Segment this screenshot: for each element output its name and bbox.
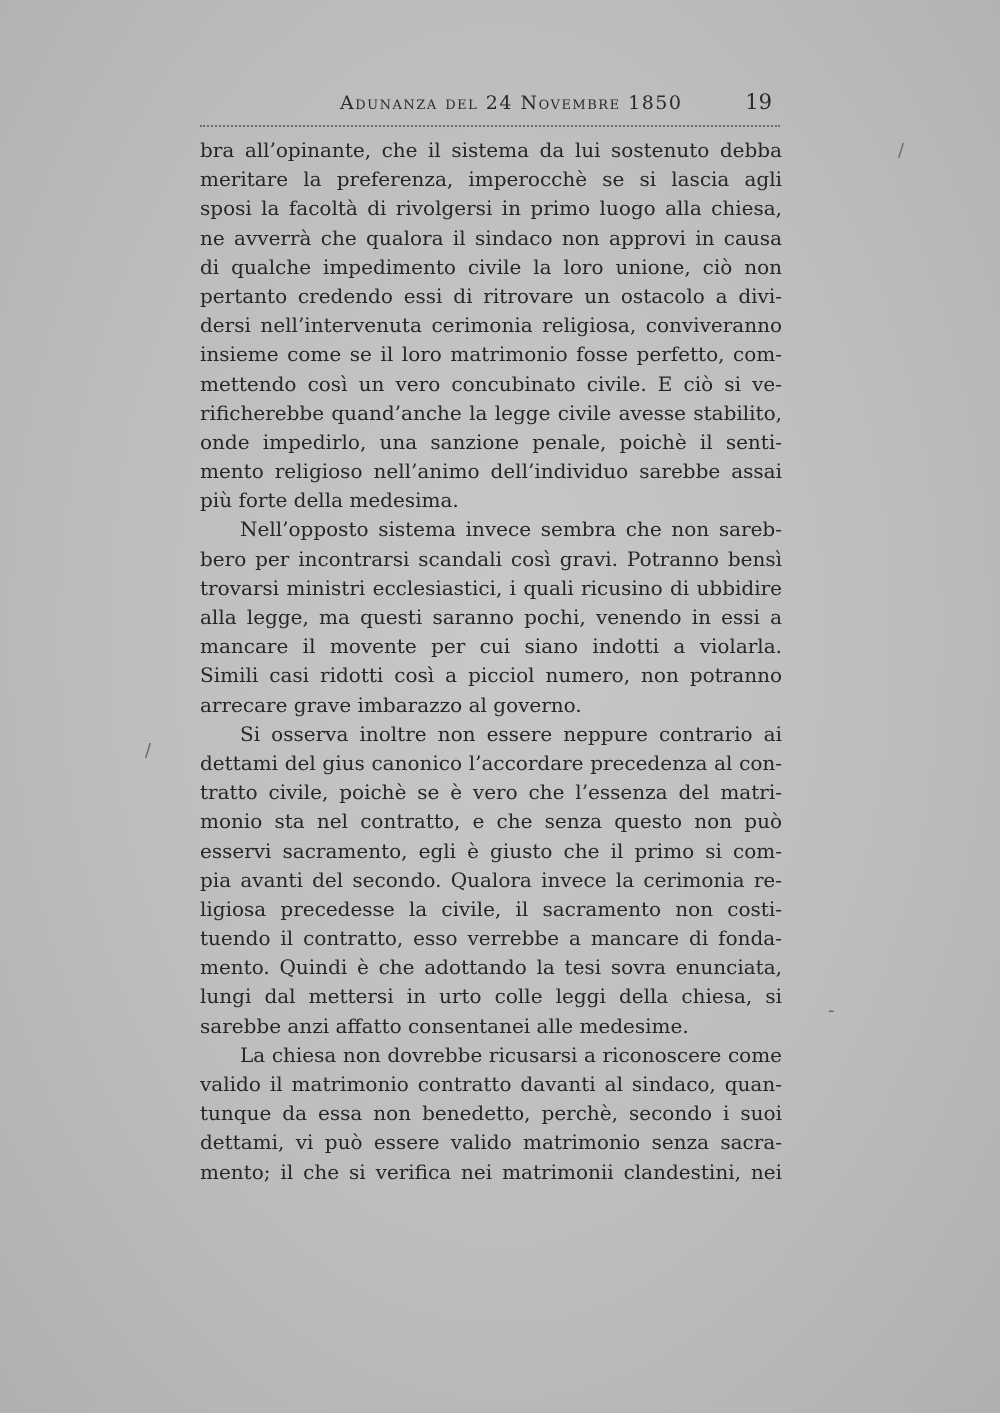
running-head (200, 86, 790, 122)
text-line: sarebbe anzi affatto consentanei alle medesime. (200, 1013, 689, 1038)
header-rule (200, 125, 780, 127)
text-line: alla legge, ma questi saranno pochi, venendo in essi a (200, 605, 782, 629)
text-line: pia avanti del secondo. Qualora invece la cerimonia re- (200, 867, 782, 892)
text-line: insieme come se il loro matrimonio fosse perfetto, com- (200, 342, 782, 367)
text-line: valido il matrimonio contratto davanti al sindaco, quan- (200, 1072, 782, 1096)
text-line: di qualche impedimento civile la loro unione, ciò non (200, 254, 782, 279)
text-line: mento; il che si verifica nei matrimonii clandestini, nei (200, 1159, 782, 1184)
text-line: Nell’opposto sistema invece sembra che non sareb- (240, 517, 782, 542)
paragraph-2 (200, 515, 782, 719)
paragraph-1 (200, 136, 782, 515)
text-line: dettami del gius canonico l’accordare precedenza al con- (200, 750, 782, 775)
paragraph-4 (200, 1041, 782, 1187)
text-line: tuendo il contratto, esso verrebbe a mancare di fonda- (200, 926, 782, 951)
text-line: mento religioso nell’animo dell’individuo sarebbe assai (200, 459, 782, 484)
text-line: monio sta nel contratto, e che senza questo non può (200, 809, 782, 834)
text-line: tratto civile, poichè se è vero che l’essenza del matri- (200, 780, 782, 805)
paragraph-3 (200, 720, 782, 1041)
text-line: esservi sacramento, egli è giusto che il primo si com- (200, 838, 782, 863)
text-line: lungi dal mettersi in urto colle leggi della chiesa, si (200, 984, 782, 1009)
running-title: Adunanza del 24 Novembre 1850 (340, 92, 683, 114)
text-line: trovarsi ministri ecclesiastici, i quali ricusino di ubbidire (200, 575, 782, 600)
text-line: più forte della medesima. (200, 488, 459, 513)
margin-mark: - (828, 1000, 835, 1021)
text-line: ligiosa precedesse la civile, il sacramento non costi- (200, 896, 782, 921)
text-line: ne avverrà che qualora il sindaco non approvi in causa (200, 225, 782, 250)
text-line: onde impedirlo, una sanzione penale, poichè il senti- (200, 429, 782, 454)
text-line: arrecare grave imbarazzo al governo. (200, 692, 582, 717)
text-line: dettami, vi può essere valido matrimonio senza sacra- (200, 1130, 782, 1155)
text-line: bra all’opinante, che il sistema da lui sostenuto debba (200, 138, 782, 162)
margin-mark: / (898, 140, 905, 161)
text-line: mancare il movente per cui siano indotti a violarla. (200, 634, 782, 659)
text-line: pertanto credendo essi di ritrovare un ostacolo a divi- (200, 283, 782, 308)
text-line: mettendo così un vero concubinato civile. E ciò si ve- (200, 371, 782, 396)
text-line: La chiesa non dovrebbe ricusarsi a riconoscere come (240, 1042, 782, 1067)
text-line: Simili casi ridotti così a picciol numero, non potranno (200, 663, 782, 688)
text-line: mento. Quindi è che adottando la tesi sovra enunciata, (200, 955, 782, 980)
text-line: meritare la preferenza, imperocchè se si lascia agli (200, 167, 782, 192)
text-line: dersi nell’intervenuta cerimonia religiosa, conviveranno (200, 313, 782, 338)
text-line: tunque da essa non benedetto, perchè, secondo i suoi (200, 1101, 782, 1126)
text-line: rificherebbe quand’anche la legge civile avesse stabilito, (200, 400, 782, 425)
body-text (200, 136, 782, 1187)
text-line: Si osserva inoltre non essere neppure contrario ai (240, 721, 782, 746)
margin-mark: / (145, 740, 152, 761)
text-line: sposi la facoltà di rivolgersi in primo luogo alla chiesa, (200, 196, 782, 221)
text-line: bero per incontrarsi scandali così gravi. Potranno bensì (200, 546, 782, 571)
page-number: 19 (745, 90, 772, 114)
